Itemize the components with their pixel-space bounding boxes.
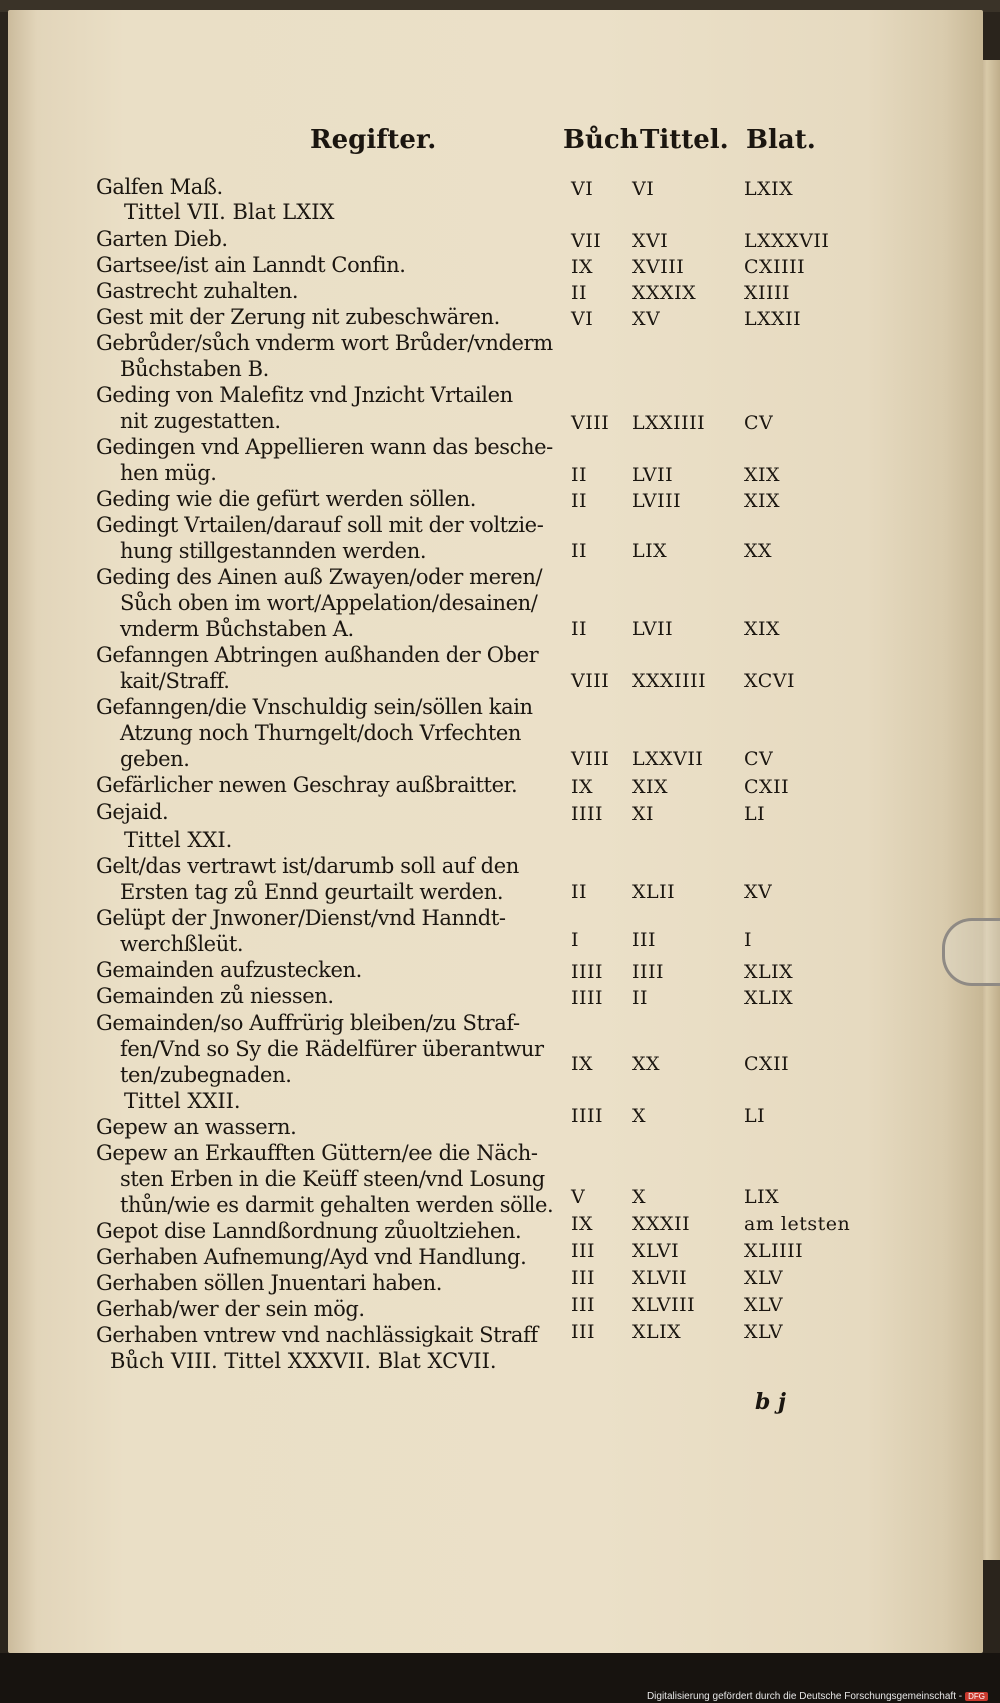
tittel-value: XLVI bbox=[632, 1240, 680, 1262]
entry-line: Gartsee/ist ain Lanndt Confin. bbox=[96, 253, 406, 277]
blat-value: XLIIII bbox=[744, 1240, 804, 1262]
buch-value: VI bbox=[571, 178, 594, 200]
entry-line: Gebrůder/sůch vnderm wort Brůder/vnderm bbox=[96, 331, 553, 355]
tittel-value: XXXIIII bbox=[632, 670, 707, 692]
buch-value: III bbox=[571, 1321, 596, 1343]
entry-line: fen/Vnd so Sy die Rädelfürer überantwur bbox=[120, 1037, 544, 1061]
blat-value: XX bbox=[744, 540, 773, 562]
blat-value: CXII bbox=[744, 776, 790, 798]
entry-line: Gemainden aufzustecken. bbox=[96, 958, 362, 982]
buch-value: II bbox=[571, 881, 588, 903]
entry-line: Gedingt Vrtailen/darauf soll mit der voltzie- bbox=[96, 513, 544, 537]
buch-value: II bbox=[571, 540, 588, 562]
blat-value: XIX bbox=[744, 490, 781, 512]
entry-line: vnderm Bůchstaben A. bbox=[120, 617, 354, 641]
blat-value: XLV bbox=[744, 1267, 784, 1289]
blat-value: CXIIII bbox=[744, 256, 806, 278]
entry-line: Bůch VIII. Tittel XXXVII. Blat XCVII. bbox=[110, 1349, 497, 1373]
tittel-value: LVII bbox=[632, 618, 674, 640]
entry-line: Garten Dieb. bbox=[96, 227, 228, 251]
entry-line: Gedingen vnd Appellieren wann das besche- bbox=[96, 435, 553, 459]
buch-value: IIII bbox=[571, 987, 604, 1009]
entry-line: Gerhab/wer der sein mög. bbox=[96, 1297, 365, 1321]
buch-value: VII bbox=[571, 230, 602, 252]
tittel-value: X bbox=[632, 1186, 647, 1208]
blat-value: I bbox=[744, 929, 753, 951]
entry-line: Sůch oben im wort/Appelation/desainen/ bbox=[120, 591, 538, 615]
blat-value: XIX bbox=[744, 618, 781, 640]
tittel-value: XXXII bbox=[632, 1213, 691, 1235]
tittel-value: XLVII bbox=[632, 1267, 688, 1289]
buch-value: IIII bbox=[571, 803, 604, 825]
buch-value: VIII bbox=[571, 670, 610, 692]
tittel-value: XV bbox=[632, 308, 661, 330]
entry-line: Gemainden zů niessen. bbox=[96, 984, 334, 1008]
book-clip bbox=[942, 918, 1000, 986]
entry-line: Geding wie die gefürt werden söllen. bbox=[96, 487, 476, 511]
entry-line: Geding des Ainen auß Zwayen/oder meren/ bbox=[96, 565, 543, 589]
entry-line: Bůchstaben B. bbox=[120, 357, 269, 381]
entry-line: Gerhaben Aufnemung/Ayd vnd Handlung. bbox=[96, 1245, 527, 1269]
blat-value: CV bbox=[744, 412, 774, 434]
column-header-buch: Bůch bbox=[563, 125, 639, 155]
buch-value: II bbox=[571, 464, 588, 486]
tittel-value: XVIII bbox=[632, 256, 685, 278]
entry-line: Gefärlicher newen Geschray außbraitter. bbox=[96, 773, 518, 797]
buch-value: III bbox=[571, 1267, 596, 1289]
blat-value: XLV bbox=[744, 1294, 784, 1316]
entry-line: Tittel XXI. bbox=[124, 828, 233, 852]
buch-value: II bbox=[571, 490, 588, 512]
buch-value: VIII bbox=[571, 748, 610, 770]
entry-line: Gepot dise Lanndßordnung zůuoltziehen. bbox=[96, 1219, 522, 1243]
column-header-tittel: Tittel. bbox=[640, 125, 729, 155]
entry-line: Gest mit der Zerung nit zubeschwären. bbox=[96, 305, 500, 329]
tittel-value: LXXVII bbox=[632, 748, 704, 770]
entry-line: Gepew an wassern. bbox=[96, 1115, 297, 1139]
column-header-blat: Blat. bbox=[746, 125, 816, 155]
blat-value: LI bbox=[744, 1105, 766, 1127]
tittel-value: LXXIIII bbox=[632, 412, 706, 434]
entry-line: Gastrecht zuhalten. bbox=[96, 279, 299, 303]
blat-value: am letsten bbox=[744, 1213, 851, 1235]
entry-line: Gemainden/so Auffrürig bleiben/zu Straf- bbox=[96, 1011, 520, 1035]
tittel-value: IIII bbox=[632, 961, 665, 983]
entry-line: Gejaid. bbox=[96, 800, 169, 824]
entry-line: Gelt/das vertrawt ist/darumb soll auf den bbox=[96, 854, 519, 878]
entry-line: werchßleüt. bbox=[120, 932, 244, 956]
entry-line: Galfen Maß. bbox=[96, 175, 223, 199]
tittel-value: XLII bbox=[632, 881, 676, 903]
blat-value: LXXXVII bbox=[744, 230, 830, 252]
buch-value: IX bbox=[571, 776, 594, 798]
buch-value: II bbox=[571, 618, 588, 640]
tittel-value: XXXIX bbox=[632, 282, 697, 304]
tittel-value: XIX bbox=[632, 776, 669, 798]
buch-value: II bbox=[571, 282, 588, 304]
entry-line: ten/zubegnaden. bbox=[120, 1063, 292, 1087]
buch-value: VIII bbox=[571, 412, 610, 434]
blat-value: XV bbox=[744, 881, 773, 903]
register-title: Regifter. bbox=[310, 125, 437, 155]
digitization-credit bbox=[647, 1691, 988, 1702]
blat-value: XLV bbox=[744, 1321, 784, 1343]
blat-value: XIIII bbox=[744, 282, 791, 304]
tittel-value: XX bbox=[632, 1053, 661, 1075]
blat-value: LI bbox=[744, 803, 766, 825]
blat-value: CV bbox=[744, 748, 774, 770]
tittel-value: LVIII bbox=[632, 490, 682, 512]
entry-line: Gerhaben söllen Jnuentari haben. bbox=[96, 1271, 442, 1295]
blat-value: LXIX bbox=[744, 178, 794, 200]
entry-line: hen müg. bbox=[120, 461, 217, 485]
buch-value: IX bbox=[571, 256, 594, 278]
tittel-value: XVI bbox=[632, 230, 669, 252]
tittel-value: XLVIII bbox=[632, 1294, 696, 1316]
blat-value: LXXII bbox=[744, 308, 802, 330]
buch-value: IIII bbox=[571, 961, 604, 983]
entry-line: Gefanngen/die Vnschuldig sein/söllen kain bbox=[96, 695, 533, 719]
entry-line: Tittel XXII. bbox=[124, 1089, 241, 1113]
buch-value: V bbox=[571, 1186, 586, 1208]
signature-mark: b j bbox=[755, 1389, 787, 1415]
blat-value: XCVI bbox=[744, 670, 795, 692]
tittel-value: VI bbox=[632, 178, 655, 200]
dfg-logo: DFG bbox=[965, 1692, 988, 1701]
tittel-value: X bbox=[632, 1105, 647, 1127]
tittel-value: LIX bbox=[632, 540, 668, 562]
blat-value: LIX bbox=[744, 1186, 780, 1208]
entry-line: Tittel VII. Blat LXIX bbox=[124, 200, 335, 224]
entry-line: Atzung noch Thurngelt/doch Vrfechten bbox=[120, 721, 522, 745]
buch-value: I bbox=[571, 929, 580, 951]
tittel-value: II bbox=[632, 987, 649, 1009]
blat-value: XIX bbox=[744, 464, 781, 486]
entry-line: nit zugestatten. bbox=[120, 409, 281, 433]
entry-line: Geding von Malefitz vnd Jnzicht Vrtailen bbox=[96, 383, 513, 407]
credit-text: Digitalisierung gefördert durch die Deutsche Forschungsgemeinschaft - bbox=[646, 1691, 963, 1702]
entry-line: Gepew an Erkaufften Güttern/ee die Näch- bbox=[96, 1141, 538, 1165]
buch-value: IX bbox=[571, 1213, 594, 1235]
buch-value: IX bbox=[571, 1053, 594, 1075]
blat-value: XLIX bbox=[744, 987, 794, 1009]
entry-line: Gelüpt der Jnwoner/Dienst/vnd Hanndt- bbox=[96, 906, 506, 930]
tittel-value: III bbox=[632, 929, 657, 951]
entry-line: sten Erben in die Keüff steen/vnd Losung bbox=[120, 1167, 545, 1191]
buch-value: III bbox=[571, 1294, 596, 1316]
tittel-value: XI bbox=[632, 803, 655, 825]
entry-line: Gefanngen Abtringen außhanden der Ober bbox=[96, 643, 539, 667]
tittel-value: XLIX bbox=[632, 1321, 682, 1343]
entry-line: thůn/wie es darmit gehalten werden sölle. bbox=[120, 1193, 554, 1217]
entry-line: kait/Straff. bbox=[120, 669, 230, 693]
entry-line: hung stillgestannden werden. bbox=[120, 539, 427, 563]
blat-value: CXII bbox=[744, 1053, 790, 1075]
tittel-value: LVII bbox=[632, 464, 674, 486]
entry-line: Ersten tag zů Ennd geurtailt werden. bbox=[120, 880, 504, 904]
buch-value: VI bbox=[571, 308, 594, 330]
entry-line: Gerhaben vntrew vnd nachlässigkait Straff bbox=[96, 1323, 538, 1347]
entry-line: geben. bbox=[120, 747, 190, 771]
buch-value: III bbox=[571, 1240, 596, 1262]
buch-value: IIII bbox=[571, 1105, 604, 1127]
blat-value: XLIX bbox=[744, 961, 794, 983]
